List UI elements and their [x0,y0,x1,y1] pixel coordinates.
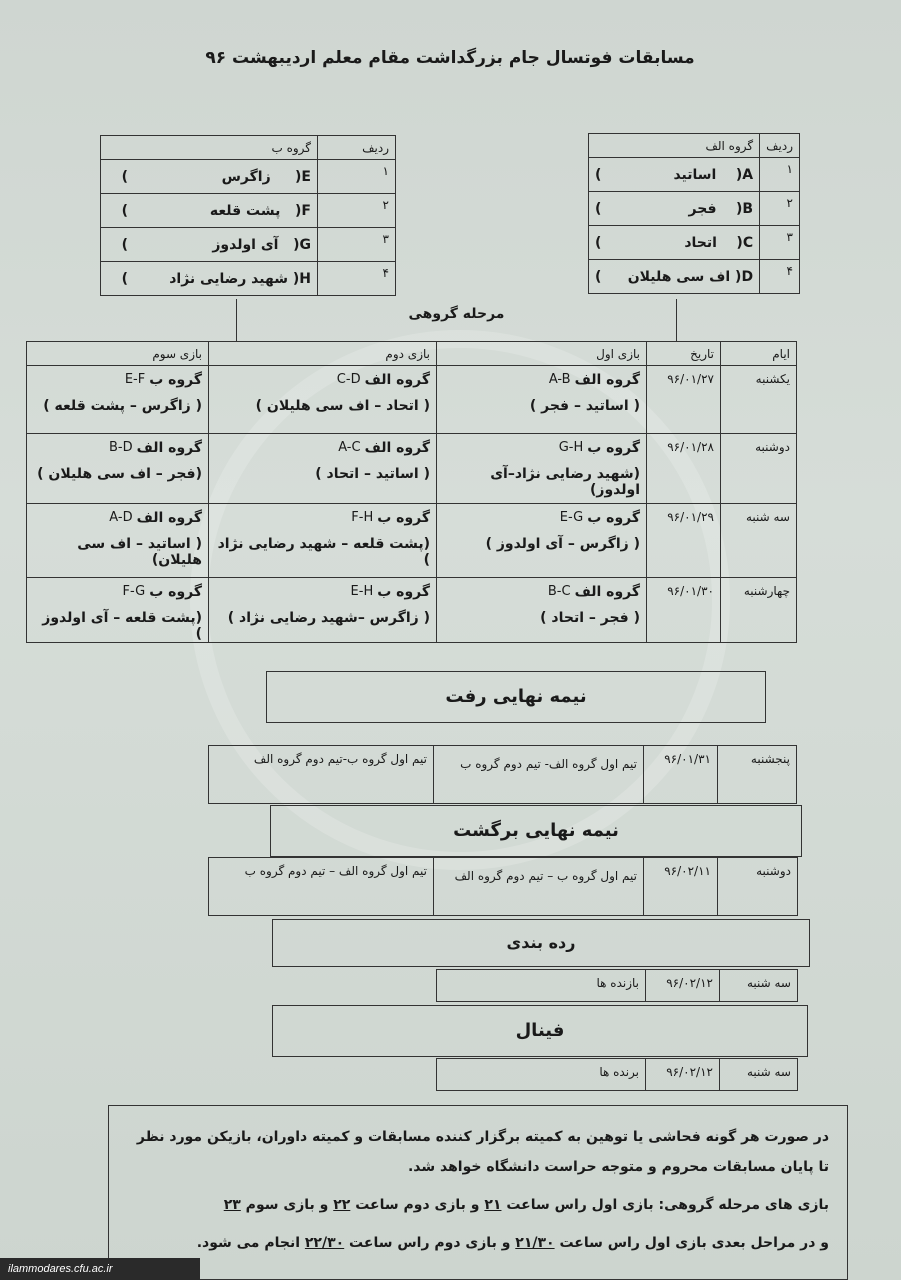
group-b-team: H( شهید رضایی نژاد ) [101,262,318,296]
col-game2: بازی دوم [209,342,437,366]
group-b-col-group: گروه ب [101,136,318,160]
note-later-times: و در مراحل بعدی بازی اول راس ساعت ۲۱/۳۰ و بازی دوم راس ساعت ۲۲/۳۰ انجام می شود. [196,1235,829,1251]
match-cell: گروه ب G-H (شهید رضایی نژاد–آی اولدوز) [437,434,647,504]
group-stage-label: مرحله گروهی [408,306,505,322]
semi2-label: نیمه نهایی برگشت [270,805,802,857]
ranking-date: ۹۶/۰۲/۱۲ [646,970,720,1002]
match-cell: گروه ب E-H ( زاگرس –شهید رضایی نژاد ) [209,578,437,643]
site-watermark: ilammodares.cfu.ac.ir [0,1258,200,1280]
semi1-game2: تیم اول گروه ب-تیم دوم گروه الف [209,746,434,804]
date-cell: ۹۶/۰۱/۲۷ [647,366,721,434]
match-cell: گروه ب F-G (پشت قلعه – آی اولدوز ) [27,578,209,643]
final-date: ۹۶/۰۲/۱۲ [646,1059,720,1091]
group-a-col-row: ردیف [760,134,800,158]
group-b-table [100,135,396,296]
group-b-num: ۱ [318,160,396,194]
col-game3: بازی سوم [27,342,209,366]
match-cell: گروه ب E-F ( زاگرس – پشت قلعه ) [27,366,209,434]
semi2-game2: تیم اول گروه الف – تیم دوم گروه ب [209,858,434,916]
schedule-row [27,578,797,643]
final-table [436,1058,798,1091]
final-label: فینال [272,1005,808,1057]
group-b-num: ۳ [318,228,396,262]
semi2-table [208,857,798,916]
match-cell: گروه الف A-D ( اساتید – اف سی هلیلان) [27,504,209,578]
group-b-team: F( پشت قلعه ) [101,194,318,228]
semi1-label: نیمه نهایی رفت [266,671,766,723]
col-date: تاریخ [647,342,721,366]
ranking-game: بازنده ها [437,970,646,1002]
group-b-num: ۴ [318,262,396,296]
rules-notes [108,1105,848,1280]
schedule-row [27,366,797,434]
semi2-game1: تیم اول گروه ب – تیم دوم گروه الف [434,858,644,916]
col-day: ایام [721,342,797,366]
group-a-col-group: گروه الف [589,134,760,158]
group-a-team: D( اف سی هلیلان ) [589,260,760,294]
final-day: سه شنبه [720,1059,798,1091]
date-cell: ۹۶/۰۱/۲۹ [647,504,721,578]
match-cell: گروه ب E-G ( زاگرس – آی اولدوز ) [437,504,647,578]
semi1-game1: تیم اول گروه الف- تیم دوم گروه ب [434,746,644,804]
day-cell: دوشنبه [721,434,797,504]
group-b-team: E( زاگرس ) [101,160,318,194]
schedule-row [27,434,797,504]
semi2-day: دوشنبه [718,858,798,916]
group-a-num: ۲ [760,192,800,226]
semi1-day: پنجشنبه [718,746,797,804]
schedule-row [27,504,797,578]
group-a-num: ۱ [760,158,800,192]
group-a-team: A( اساتید ) [589,158,760,192]
date-cell: ۹۶/۰۱/۳۰ [647,578,721,643]
group-a-num: ۴ [760,260,800,294]
semi1-table [208,745,797,804]
group-a-team: C( اتحاد ) [589,226,760,260]
ranking-label: رده بندی [272,919,810,967]
match-cell: گروه الف B-C ( فجر – اتحاد ) [437,578,647,643]
schedule-table [26,341,797,643]
note-group-times: بازی های مرحله گروهی: بازی اول راس ساعت ۲۱ و بازی دوم ساعت ۲۲ و بازی سوم ۲۳ [223,1197,829,1213]
ranking-table [436,969,798,1002]
page-title: مسابقات فوتسال جام بزرگداشت مقام معلم اردیبهشت ۹۶ [205,48,695,68]
day-cell: سه شنبه [721,504,797,578]
match-cell: گروه ب F-H (پشت قلعه – شهید رضایی نژاد ) [209,504,437,578]
group-a-num: ۳ [760,226,800,260]
day-cell: یکشنبه [721,366,797,434]
group-b-team: G( آی اولدوز ) [101,228,318,262]
date-cell: ۹۶/۰۱/۲۸ [647,434,721,504]
col-game1: بازی اول [437,342,647,366]
group-b-num: ۲ [318,194,396,228]
match-cell: گروه الف A-C ( اساتید – اتحاد ) [209,434,437,504]
match-cell: گروه الف C-D ( اتحاد – اف سی هلیلان ) [209,366,437,434]
match-cell: گروه الف B-D (فجر – اف سی هلیلان ) [27,434,209,504]
semi1-date: ۹۶/۰۱/۳۱ [644,746,718,804]
ranking-day: سه شنبه [720,970,798,1002]
day-cell: چهارشنبه [721,578,797,643]
note-conduct: در صورت هر گونه فحاشی یا توهین به کمیته برگزار کننده مسابقات و کمیته داوران، بازیکن مورد نظر تا پایان مسابقات محروم و متوجه حراست دانشگاه خواهد شد. [136,1129,829,1175]
group-b-col-row: ردیف [318,136,396,160]
final-game: برنده ها [437,1059,646,1091]
group-a-table [588,133,800,294]
semi2-date: ۹۶/۰۲/۱۱ [644,858,718,916]
group-a-team: B( فجر ) [589,192,760,226]
match-cell: گروه الف A-B ( اساتید – فجر ) [437,366,647,434]
